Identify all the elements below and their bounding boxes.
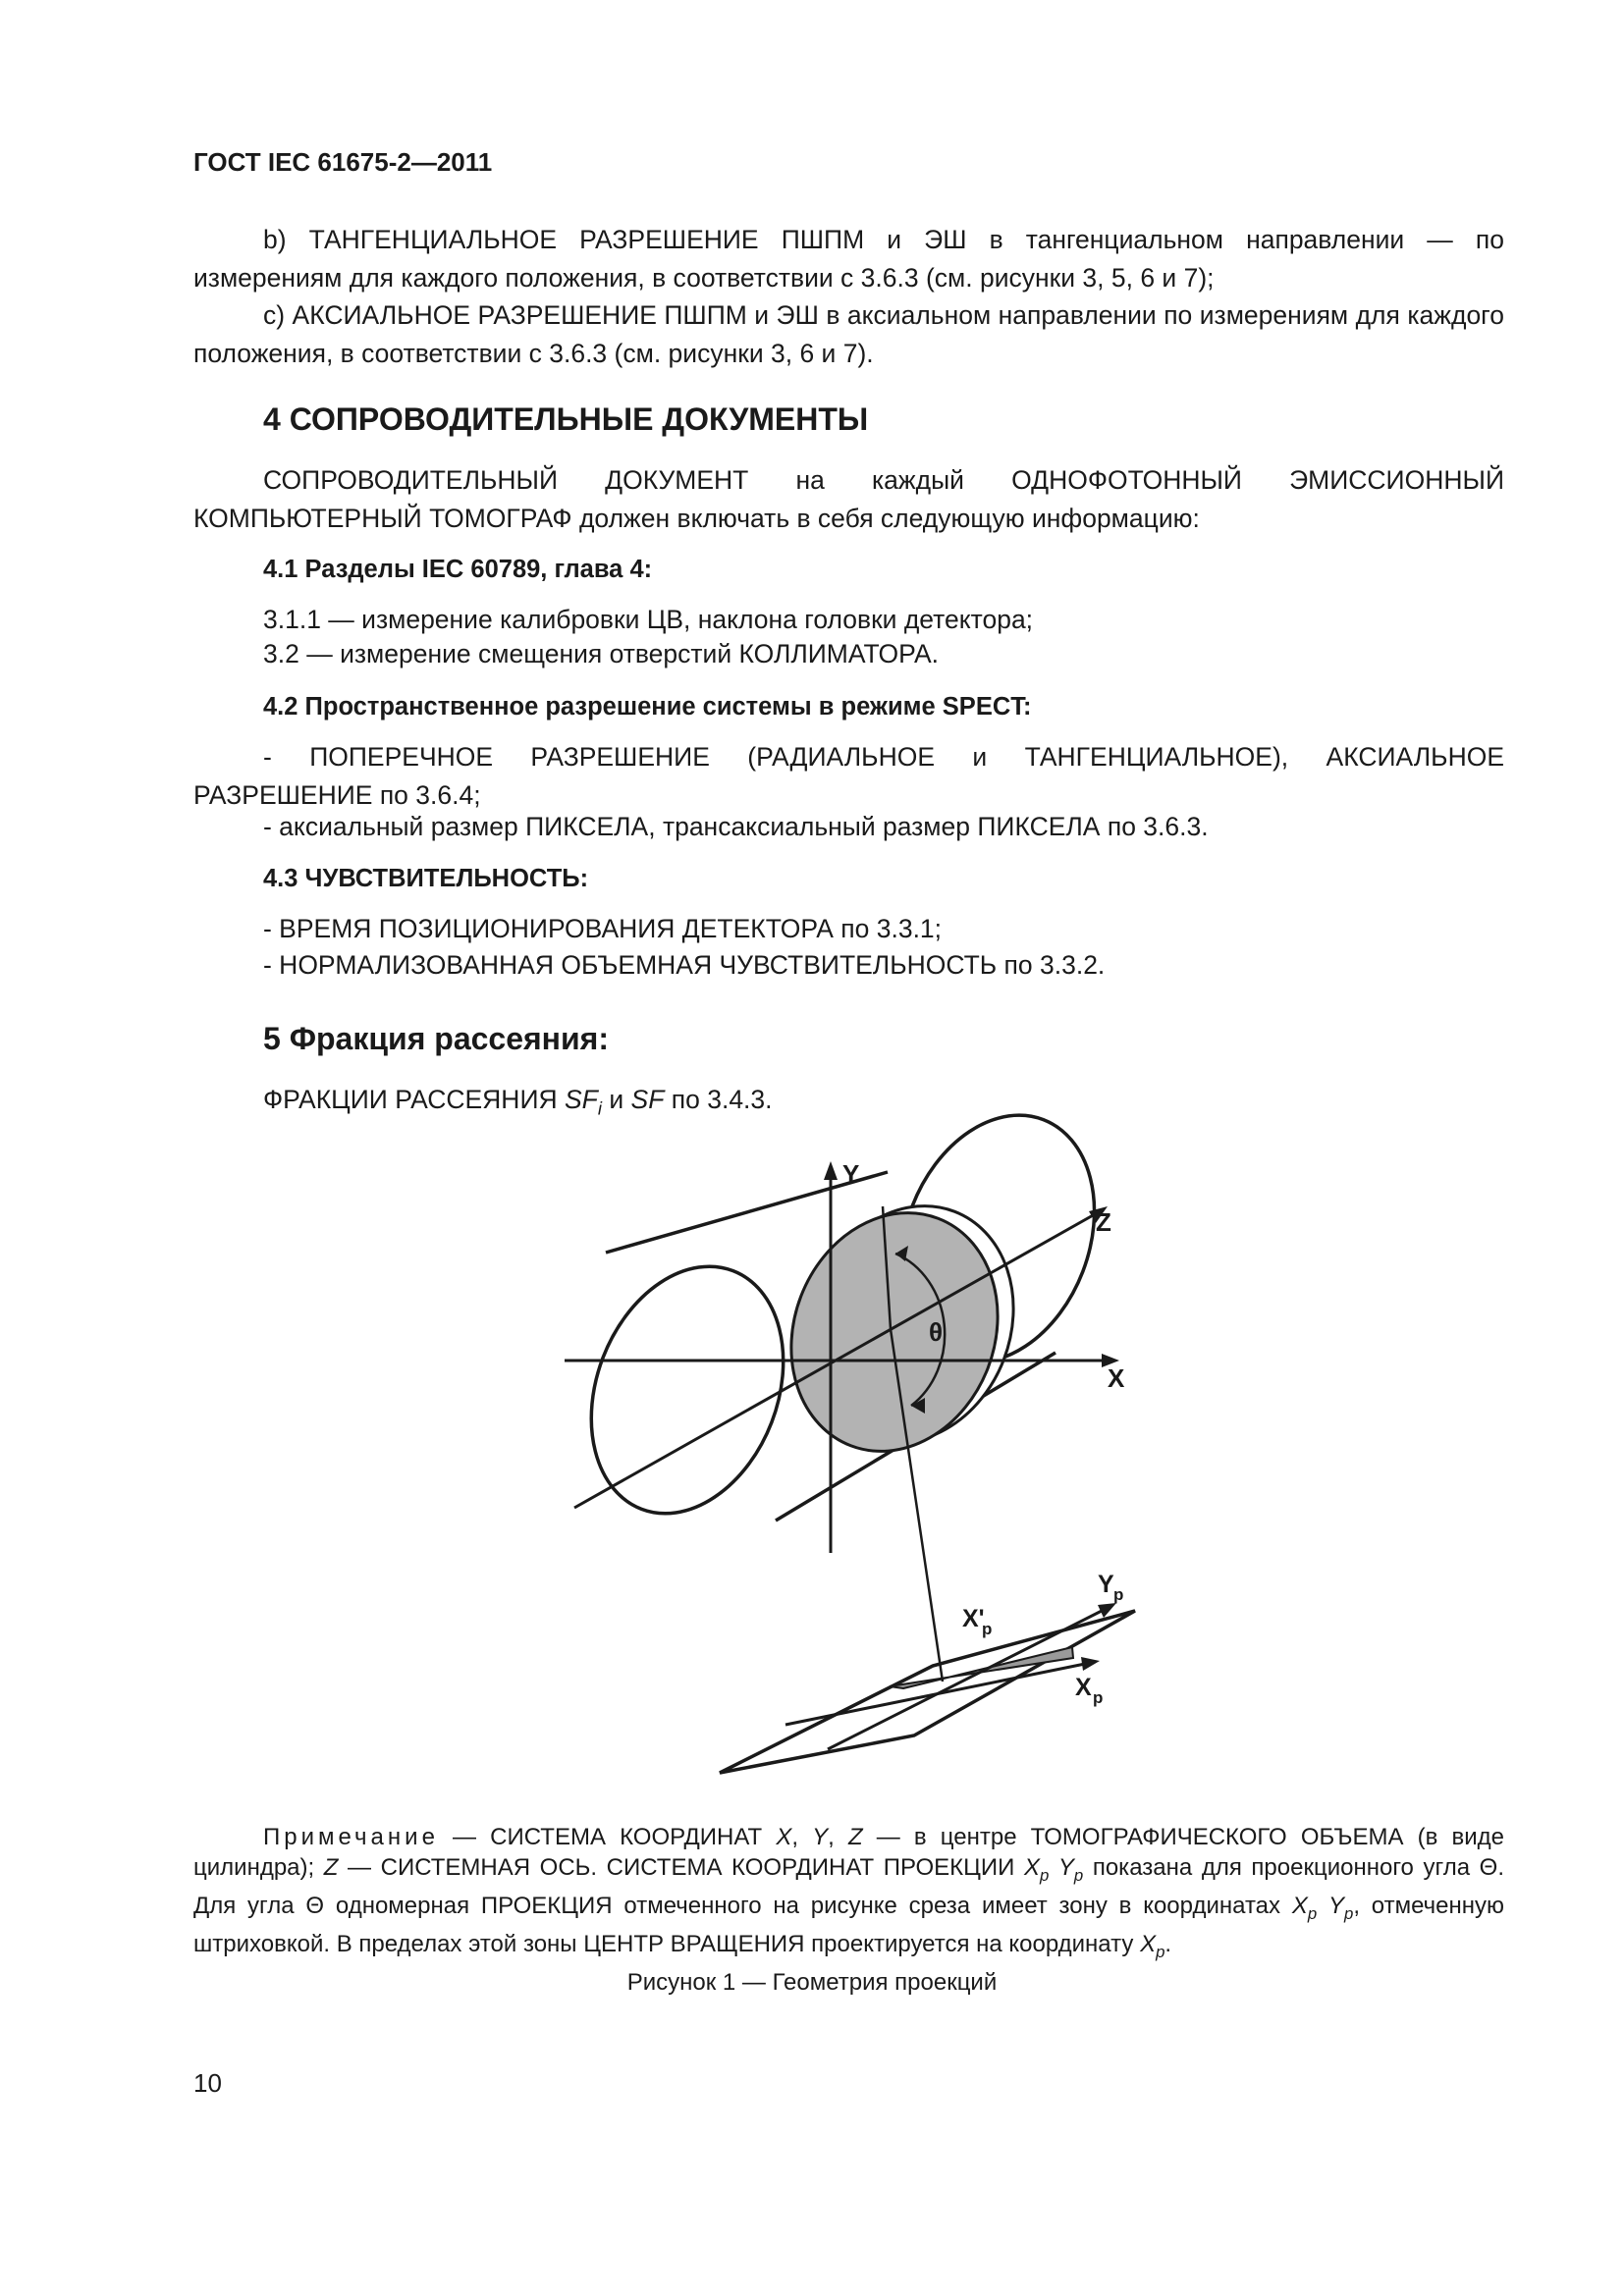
document-header: ГОСТ IEC 61675-2—2011 [193, 147, 493, 177]
xp-prime-label: X' [962, 1605, 985, 1632]
section-5-heading: 5 Фракция рассеяния: [263, 1021, 609, 1056]
section-4-2-heading: 4.2 Пространственное разрешение системы в режиме SPECT: [263, 693, 1032, 721]
section-5-text: ФРАКЦИИ РАССЕЯНИЯ $SF_i$ и SF по 3.4.3. [263, 1085, 773, 1119]
x-axis-label: X [1108, 1363, 1125, 1393]
paragraph-b: b) ТАНГЕНЦИАЛЬНОЕ РАЗРЕШЕНИЕ ПШПМ и ЭШ в тангенциальном направлении — по измерениям для каждого положения, в соответствии с 3.6.3 (см. рисунки 3, 5, 6 и 7); [193, 225, 1504, 293]
plane-shadow-helper [722, 1611, 1134, 1774]
slice-disk [757, 1183, 1031, 1482]
list-item: 3.1.1 — измерение калибровки ЦВ, наклона головки детектора; [263, 605, 1034, 634]
list-item: - ПОПЕРЕЧНОЕ РАЗРЕШЕНИЕ (РАДИАЛЬНОЕ и ТАНГЕНЦИАЛЬНОЕ), АКСИАЛЬНОЕ РАЗРЕШЕНИЕ по 3.6.4; [193, 742, 1504, 810]
page-number: 10 [193, 2068, 222, 2098]
yp-label: Y [1098, 1571, 1114, 1598]
paragraph-c: c) АКСИАЛЬНОЕ РАЗРЕШЕНИЕ ПШПМ и ЭШ в аксиальном направлении по измерениям для каждого положения, в соответствии с 3.6.3 (см. рисунки 3, 6 и 7). [193, 300, 1504, 368]
xp-subscript: p [1093, 1688, 1104, 1707]
projection-plane [720, 1611, 1135, 1773]
figure-note: Примечание — СИСТЕМА КООРДИНАТ X, Y, Z — в центре ТОМОГРАФИЧЕСКОГО ОБЪЕМА (в виде цилиндра); Z — СИСТЕМНАЯ ОСЬ. СИСТЕМА КООРДИНАТ ПРОЕКЦИИ $X_p$ $Y_p$ показана для проекционного угла Θ. Для угла Θ одномерная ПРОЕКЦИЯ отмеченного на рисунке среза имеет зону в координатах $X_p$ $Y_p$, отмеченную штриховкой. В пределах этой зоны ЦЕНТР ВРАЩЕНИЯ проектируется на координату $X_p$. [193, 1824, 1505, 1961]
xp-axis-arrow [1081, 1657, 1100, 1671]
list-item: 3.2 — измерение смещения отверстий КОЛЛИМАТОРА. [263, 639, 940, 668]
list-item: - НОРМАЛИЗОВАННАЯ ОБЪЕМНАЯ ЧУВСТВИТЕЛЬНОСТЬ по 3.3.2. [263, 950, 1106, 980]
yp-subscript: p [1113, 1585, 1124, 1604]
xp-prime-subscript: p [982, 1620, 993, 1638]
section-4-heading: 4 СОПРОВОДИТЕЛЬНЫЕ ДОКУМЕНТЫ [263, 401, 869, 437]
section-4-1-heading: 4.1 Разделы IEC 60789, глава 4: [263, 556, 653, 583]
list-item: - ВРЕМЯ ПОЗИЦИОНИРОВАНИЯ ДЕТЕКТОРА по 3.3.1; [263, 914, 943, 943]
y-axis-label: Y [842, 1159, 860, 1189]
section-4-intro: СОПРОВОДИТЕЛЬНЫЙ ДОКУМЕНТ на каждый ОДНОФОТОННЫЙ ЭМИССИОННЫЙ КОМПЬЮТЕРНЫЙ ТОМОГРАФ должен включать в себя следующую информацию: [193, 465, 1504, 533]
theta-label: θ [929, 1317, 944, 1347]
figure-caption: Рисунок 1 — Геометрия проекций [626, 1969, 998, 1996]
z-axis-label: Z [1096, 1207, 1111, 1237]
y-axis-arrow [824, 1161, 838, 1180]
section-4-3-heading: 4.3 ЧУВСТВИТЕЛЬНОСТЬ: [263, 865, 589, 892]
list-item: - аксиальный размер ПИКСЕЛА, трансаксиальный размер ПИКСЕЛА по 3.6.3. [263, 812, 1209, 841]
xp-label: X [1075, 1674, 1092, 1701]
